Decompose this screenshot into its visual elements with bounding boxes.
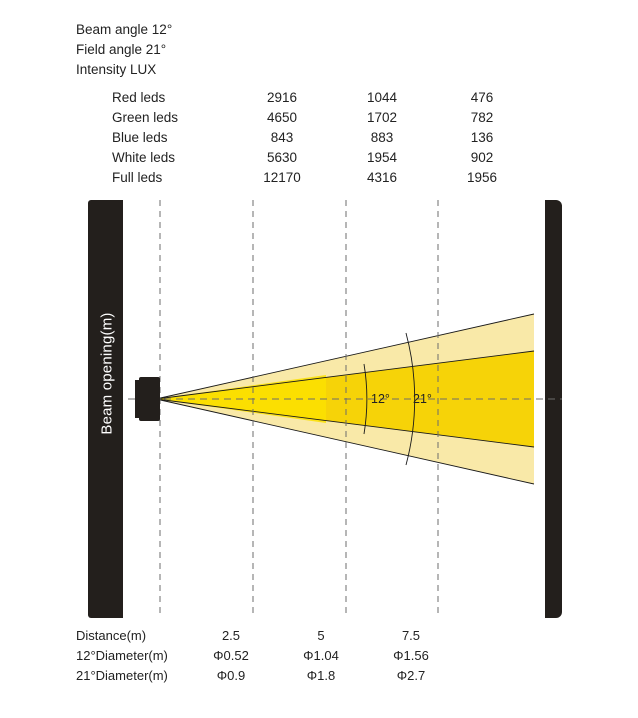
table-row: [76, 646, 456, 666]
lux-row-label: Full leds: [112, 170, 163, 185]
lux-row-value-2: 1954: [366, 150, 398, 165]
lux-row-label: Blue leds: [112, 130, 168, 145]
bottom-row-value-3: Φ2.7: [396, 668, 426, 683]
intensity-lux-table: [112, 88, 532, 188]
lux-row-value-1: 12170: [263, 170, 301, 185]
lux-row-value-2: 4316: [366, 170, 398, 185]
bottom-row-label: 21°Diameter(m): [76, 668, 168, 683]
angle-outer-label: 21°: [413, 392, 432, 406]
angle-inner-label: 12°: [371, 392, 390, 406]
lux-row-value-2: 883: [370, 130, 394, 145]
table-row: [112, 168, 532, 188]
table-row: [76, 626, 456, 646]
bottom-row-value-3: 7.5: [401, 628, 421, 643]
bottom-row-value-1: Φ0.9: [216, 668, 246, 683]
lux-row-value-2: 1702: [366, 110, 398, 125]
lux-row-label: Green leds: [112, 110, 179, 125]
bottom-row-label: Distance(m): [76, 628, 147, 643]
bottom-row-value-1: Φ0.52: [213, 648, 249, 663]
bottom-row-value-2: Φ1.04: [303, 648, 339, 663]
table-row: [112, 88, 532, 108]
table-row: [112, 128, 532, 148]
intensity-label: Intensity LUX: [76, 62, 157, 77]
light-fixture-icon: [139, 377, 160, 421]
field-angle-label: Field angle 21°: [76, 42, 167, 57]
bottom-row-label: 12°Diameter(m): [76, 648, 168, 663]
beam-opening-axis-label: Beam opening(m): [98, 312, 116, 435]
distance-diameter-table: [76, 626, 456, 686]
beam-angle-label: Beam angle 12°: [76, 22, 173, 37]
lux-row-label: White leds: [112, 150, 176, 165]
lux-row-value-1: 843: [270, 130, 294, 145]
lux-row-value-1: 5630: [266, 150, 298, 165]
lux-row-value-3: 782: [470, 110, 494, 125]
bottom-row-value-1: 2.5: [221, 628, 241, 643]
lux-row-label: Red leds: [112, 90, 166, 105]
bottom-row-value-2: 5: [317, 628, 325, 643]
lux-row-value-2: 1044: [366, 90, 398, 105]
table-row: [112, 108, 532, 128]
table-row: [76, 666, 456, 686]
lux-row-value-3: 1956: [466, 170, 498, 185]
bottom-row-value-3: Φ1.56: [393, 648, 429, 663]
spec-block: [76, 20, 596, 80]
beam-diagram: [76, 200, 562, 618]
bottom-row-value-2: Φ1.8: [306, 668, 336, 683]
lux-row-value-3: 136: [470, 130, 494, 145]
lux-row-value-3: 902: [470, 150, 494, 165]
lux-row-value-3: 476: [470, 90, 494, 105]
table-row: [112, 148, 532, 168]
lux-row-value-1: 2916: [266, 90, 298, 105]
lux-row-value-1: 4650: [266, 110, 298, 125]
